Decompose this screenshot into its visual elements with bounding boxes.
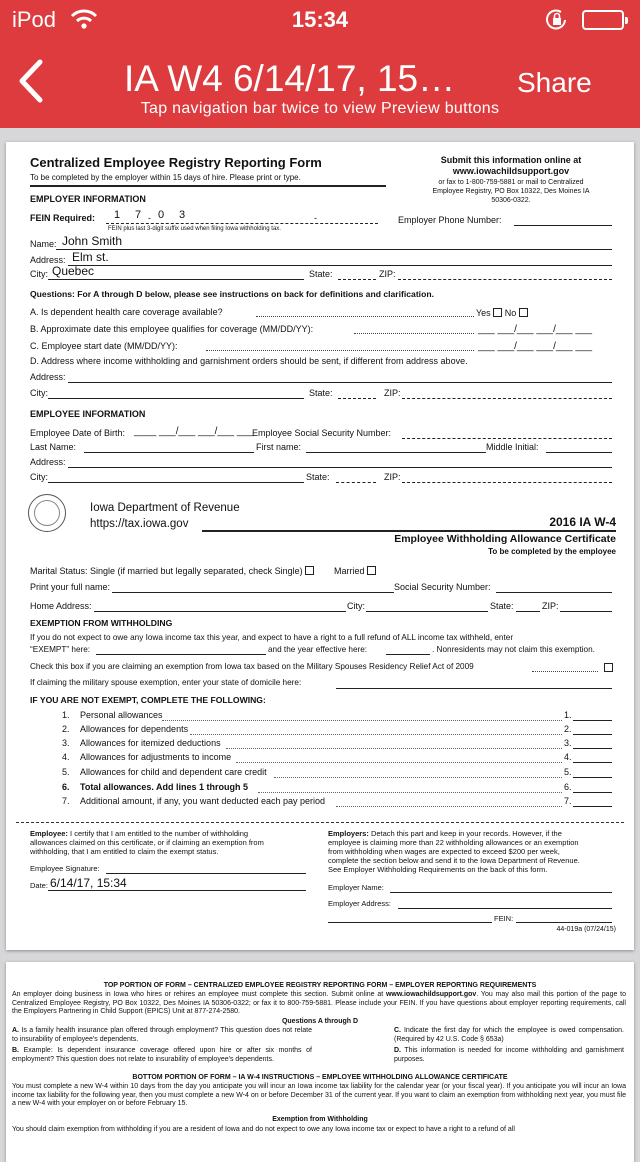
allowance-line-4-text: Allowances for adjustments to income	[80, 752, 232, 762]
allowance-line-5-number: 5.	[62, 767, 70, 777]
back-heading-1: TOP PORTION OF FORM – CENTRALIZED EMPLOYEE REGISTRY REPORTING FORM – EMPLOYER REPORTING REQUIREMENTS	[103, 982, 537, 989]
military-exemption-label: Check this box if you are claiming an exemption from Iowa tax based on the Military Spouses Residency Relief Act of 2009	[30, 662, 474, 671]
back-question-d: D. This information is needed for income withholding and garnishment purposes.	[394, 1047, 624, 1063]
leader-line-7	[336, 806, 562, 807]
name-value[interactable]: John Smith	[62, 234, 123, 248]
phone-label: Employer Phone Number:	[398, 215, 502, 225]
employer-note-2: employee is claiming more than 22 withholding allowances or an exemption	[328, 838, 579, 847]
submit-line-2: Employee Registry, PO Box 10322, Des Moines IA	[432, 188, 590, 195]
year-effective-label: and the year effective here:	[268, 645, 368, 654]
back-heading-3: BOTTOM PORTION OF FORM – IA W-4 INSTRUCTIONS – EMPLOYEE WITHHOLDING ALLOWANCE CERTIFICATE	[132, 1074, 508, 1081]
submit-line-1: or fax to 1-800-759-5881 or mail to Centralized	[438, 179, 584, 186]
w4-zip-field[interactable]	[560, 611, 612, 612]
allowance-line-1-text: Personal allowances	[80, 710, 163, 720]
ssn-label: Employee Social Security Number:	[252, 428, 392, 438]
registry-subtitle: To be completed by the employer within 15 days of hire. Please print or type.	[30, 173, 301, 182]
w4-ssn-label: Social Security Number:	[394, 582, 491, 592]
question-d: D. Address where income withholding and garnishment orders should be sent, if different from address above.	[30, 356, 468, 366]
first-name-label: First name:	[256, 442, 302, 452]
w4-state-label: State:	[490, 601, 514, 611]
allowance-line-7-field[interactable]	[573, 806, 612, 807]
title-rule	[30, 185, 386, 187]
state-label: State:	[309, 269, 333, 279]
zip-field[interactable]	[398, 279, 612, 280]
allowance-line-7-number: 7.	[62, 796, 70, 806]
battery-icon	[582, 10, 624, 30]
domicile-field[interactable]	[336, 688, 612, 689]
home-address-label: Home Address:	[30, 601, 92, 611]
name-label: Name:	[30, 239, 57, 249]
signature-field[interactable]	[106, 873, 306, 874]
leader-a	[256, 316, 474, 317]
employee-address-field[interactable]	[68, 467, 612, 468]
back-question-a: A. Is a family health insurance plan offered through employment? This question does not relate to insurability of employee's dependents.	[12, 1027, 312, 1043]
alt-address-label: Address:	[30, 372, 66, 382]
exemption-line-1: If you do not expect to owe any Iowa income tax this year, and expect to have a right to a full refund of ALL income tax withheld, enter	[30, 633, 514, 642]
allowance-line-2-ref: 2.	[564, 724, 572, 734]
start-date-field[interactable]: ___ ___/___ ___/___ ___	[478, 341, 592, 352]
employee-city-label: City:	[30, 472, 48, 482]
w4-title-rule	[202, 530, 616, 532]
registry-title: Centralized Employee Registry Reporting Form	[30, 155, 322, 170]
exempt-field[interactable]	[96, 654, 266, 655]
back-heading-2: Questions A through D	[281, 1018, 359, 1025]
allowance-line-2-number: 2.	[62, 724, 70, 734]
employer-note-1	[328, 830, 562, 838]
allowance-line-5-ref: 5.	[564, 767, 572, 777]
back-question-d-text: This information is needed for income withholding and garnishment purposes.	[394, 1047, 624, 1063]
dob-field[interactable]: ____ ___/___ ___/___ ___	[134, 426, 254, 437]
yes-label: Yes	[476, 308, 491, 318]
leader-c	[206, 350, 474, 351]
allowance-line-4-field[interactable]	[573, 762, 612, 763]
back-question-c: C. Indicate the first day for which the employee is owed compensation. (Required by 42 U.S. Code § 653a)	[394, 1027, 624, 1043]
year-effective-field[interactable]	[386, 654, 430, 655]
status-bar	[0, 0, 640, 40]
not-exempt-heading: IF YOU ARE NOT EXEMPT, COMPLETE THE FOLLOWING:	[30, 695, 266, 705]
employer-note-bold: Employers:	[328, 829, 369, 838]
full-name-field[interactable]	[112, 592, 394, 593]
back-question-c-text: Indicate the first day for which the employee is owed compensation. (Required by 42 U.S. Code § 653a)	[394, 1027, 624, 1043]
back-question-a-text: Is a family health insurance plan offered through employment? This question does not relate to insurability of employee's dependents.	[12, 1027, 312, 1043]
city-value[interactable]: Quebec	[52, 264, 95, 278]
employee-cert-2: allowances claimed on this certificate, or if claiming an exemption from	[30, 838, 264, 847]
leader-line-2	[190, 734, 562, 735]
back-paragraph-1a: An employer doing business in Iowa who hires or rehires an employee must complete this section. Submit online at	[12, 991, 386, 998]
name-field[interactable]	[56, 249, 612, 250]
dob-label: Employee Date of Birth:	[30, 428, 126, 438]
submit-line-3: 50306-0322.	[491, 197, 531, 204]
employer-name-label: Employer Name:	[328, 883, 384, 892]
city-label: City:	[30, 269, 48, 279]
nonresident-note: . Nonresidents may not claim this exemption.	[432, 645, 595, 654]
address-label: Address:	[30, 255, 66, 265]
fein-dash-1: -	[148, 213, 151, 223]
employer-fein-field[interactable]	[516, 922, 612, 923]
single-checkbox[interactable]	[305, 566, 314, 575]
allowance-line-6-number: 6.	[62, 782, 70, 792]
w4-state-field[interactable]	[516, 611, 540, 612]
allowance-line-2-text: Allowances for dependents	[80, 724, 189, 734]
date-label: Date:	[30, 881, 48, 890]
w4-zip-label: ZIP:	[542, 601, 559, 611]
alt-city-label: City:	[30, 388, 48, 398]
leader-line-6	[258, 792, 562, 793]
employer-note-5: See Employer Withholding Requirements on the back of this form.	[328, 865, 548, 874]
allowance-line-5-text: Allowances for child and dependent care credit	[80, 767, 267, 777]
domicile-label: If claiming the military spouse exemption, enter your state of domicile here:	[30, 678, 302, 687]
employer-info-heading: EMPLOYER INFORMATION	[30, 194, 146, 204]
allowance-line-2-field[interactable]	[573, 734, 612, 735]
employer-fein-label: FEIN:	[494, 914, 514, 923]
leader-line-3	[226, 748, 562, 749]
allowance-line-7-ref: 7.	[564, 796, 572, 806]
back-paragraph-4: You should claim exemption from withholding if you are a resident of Iowa and do not expect to owe any Iowa income tax or expect to have a right to a refund of all	[12, 1126, 515, 1133]
allowance-line-1-ref: 1.	[564, 710, 572, 720]
alt-address-field[interactable]	[68, 382, 612, 383]
city-field[interactable]	[48, 279, 304, 280]
question-c: C. Employee start date (MM/DD/YY):	[30, 341, 178, 351]
back-paragraph-3: You must complete a new W-4 within 10 days from the day you anticipate you will incur an Iowa income tax liability for the calendar year (or your fiscal year). If you anticipate you will incur an Iowa income tax liability for the following year, then you must complete a new W-4 on or before December 31 of the current year. If you want to claim an exemption from withholding next year, you must file a new W-4 with your employer on or before February 15.	[12, 1083, 626, 1108]
employer-note-3: from withholding when wages are expected to exceed $200 per week,	[328, 847, 560, 856]
w4-cert-subtitle: To be completed by the employee	[488, 547, 616, 556]
document-page-1[interactable]	[6, 142, 634, 950]
coverage-date-field[interactable]: ___ ___/___ ___/___ ___	[478, 324, 592, 335]
w4-ssn-field[interactable]	[496, 592, 612, 593]
no-box[interactable]	[519, 308, 528, 317]
allowance-line-6-ref: 6.	[564, 782, 572, 792]
allowance-line-3-number: 3.	[62, 738, 70, 748]
yes-box[interactable]	[493, 308, 502, 317]
w4-city-label: City:	[347, 601, 365, 611]
fein-digit-4[interactable]: 3	[179, 209, 186, 221]
iowa-seal-icon	[28, 494, 66, 532]
leader-b	[354, 333, 474, 334]
question-a: A. Is dependent health care coverage available?	[30, 307, 223, 317]
state-field[interactable]	[338, 279, 376, 280]
w4-form-title: 2016 IA W-4	[549, 515, 616, 529]
employer-name-field[interactable]	[390, 892, 612, 893]
employer-note-4: complete the section below and send it to the Iowa Department of Revenue.	[328, 856, 580, 865]
dept-url: https://tax.iowa.gov	[90, 518, 189, 530]
fein-digit-2[interactable]: 7	[135, 209, 142, 221]
questions-heading: Questions: For A through D below, please see instructions on back for definitions and clarification.	[30, 289, 434, 299]
employer-note-text-1: Detach this part and keep in your records. However, if the	[370, 829, 562, 838]
allowance-line-1-number: 1.	[62, 710, 70, 720]
fein-label: FEIN Required:	[30, 213, 96, 223]
leader-line-4	[236, 762, 562, 763]
employee-zip-field[interactable]	[402, 482, 612, 483]
allowance-line-4-ref: 4.	[564, 752, 572, 762]
dept-name: Iowa Department of Revenue	[90, 502, 240, 514]
question-b: B. Approximate date this employee qualifies for coverage (MM/DD/YY):	[30, 324, 314, 334]
detach-line	[16, 822, 624, 823]
alt-state-field[interactable]	[338, 398, 376, 399]
employee-state-field[interactable]	[336, 482, 376, 483]
date-field[interactable]	[48, 890, 306, 891]
alt-city-field[interactable]	[48, 398, 304, 399]
allowance-line-1-field[interactable]	[573, 720, 612, 721]
clock: 15:34	[291, 7, 349, 32]
allowance-line-6-text: Total allowances. Add lines 1 through 5	[80, 782, 249, 792]
carrier-label: iPod	[12, 7, 57, 32]
first-name-field[interactable]	[306, 452, 486, 453]
full-name-label: Print your full name:	[30, 582, 111, 592]
no-label: No	[504, 308, 517, 318]
fein-field[interactable]	[106, 223, 378, 224]
share-button[interactable]: Share	[517, 67, 592, 98]
marital-label: Marital Status: Single (if married but legally separated, check Single)	[30, 566, 303, 576]
employee-cert-text-1: I certify that I am entitled to the number of withholding	[70, 829, 249, 838]
back-paragraph-1	[12, 991, 626, 1017]
back-paragraph-1b: . You may also mail this portion of the page to Centralized Employee Registry, PO Box 10322, Des Moines IA 50306-0322; or fax it to 800-759-5881. Please include your FEIN. If you have questions about employer reporting requirements, call the Employers Partnering in Child Support (EPICS) Unit at 877-274-2580.	[12, 991, 626, 1016]
married-label: Married	[334, 566, 365, 576]
exempt-label: “EXEMPT” here:	[30, 645, 91, 654]
employee-cert-3: withholding, that I am entitled to claim the exempt status.	[30, 847, 219, 856]
back-heading-4: Exemption from Withholding	[272, 1116, 368, 1123]
rotation-lock-icon	[545, 9, 569, 36]
address-value[interactable]: Elm st.	[72, 250, 109, 264]
marital-status-single[interactable]	[30, 566, 314, 576]
fein-dash-2: -	[314, 213, 317, 223]
back-question-b: B. Example: Is dependent insurance coverage offered upon hire or after six months of employment? This question does not relate to insurability of employee's dependents.	[12, 1047, 312, 1063]
leader-line-1	[162, 720, 562, 721]
w4-cert-title: Employee Withholding Allowance Certificate	[394, 533, 616, 545]
alt-zip-field[interactable]	[402, 398, 612, 399]
signature-label: Employee Signature:	[30, 864, 100, 873]
phone-field[interactable]	[514, 225, 612, 226]
back-question-b-text: Example: Is dependent insurance coverage offered upon hire or after six months of employment? This question does not relate to insurability of employee's dependents.	[12, 1047, 312, 1063]
date-value[interactable]: 6/14/17, 15:34	[50, 876, 127, 890]
alt-zip-label: ZIP:	[384, 388, 401, 398]
submit-title: Submit this information online at	[440, 155, 582, 165]
yes-checkbox[interactable]	[476, 308, 528, 318]
navigation-bar[interactable]	[0, 40, 640, 128]
military-exemption-checkbox[interactable]	[604, 663, 613, 672]
last-name-field[interactable]	[84, 452, 254, 453]
fein-digit-1[interactable]: 1	[114, 209, 121, 221]
employee-state-label: State:	[306, 472, 330, 482]
allowance-line-3-text: Allowances for itemized deductions	[80, 738, 221, 748]
form-number: 44-019a (07/24/15)	[556, 926, 616, 933]
allowance-line-6-field[interactable]	[573, 792, 612, 793]
employee-zip-label: ZIP:	[384, 472, 401, 482]
back-paragraph-1-url: www.iowachildsupport.gov	[385, 991, 477, 998]
employer-address-field[interactable]	[398, 908, 612, 909]
w4-city-field[interactable]	[366, 611, 488, 612]
marital-status-married[interactable]	[334, 566, 376, 576]
leader-line-5	[274, 777, 562, 778]
allowance-line-4-number: 4.	[62, 752, 70, 762]
home-address-field[interactable]	[94, 611, 346, 612]
employee-ssn-field[interactable]	[402, 438, 612, 439]
allowance-line-7-text: Additional amount, if any, you want deducted each pay period	[80, 796, 325, 806]
leader-military	[532, 671, 598, 672]
employee-address-label: Address:	[30, 457, 66, 467]
alt-state-label: State:	[309, 388, 333, 398]
married-checkbox[interactable]	[367, 566, 376, 575]
employee-info-heading: EMPLOYEE INFORMATION	[30, 409, 146, 419]
employee-cert-1	[30, 830, 248, 838]
submit-url: www.iowachildsupport.gov	[452, 166, 570, 176]
employer-address-label: Employer Address:	[328, 899, 391, 908]
allowance-line-3-ref: 3.	[564, 738, 572, 748]
allowance-line-5-field[interactable]	[573, 777, 612, 778]
fein-digit-3[interactable]: 0	[158, 209, 165, 221]
address-field[interactable]	[68, 265, 612, 266]
nav-hint: Tap navigation bar twice to view Preview buttons	[140, 100, 500, 117]
middle-initial-label: Middle Initial:	[486, 442, 539, 452]
employee-cert-bold: Employee:	[30, 829, 68, 838]
document-title: IA W4 6/14/17, 15…	[124, 58, 456, 99]
middle-initial-field[interactable]	[546, 452, 612, 453]
document-page-2[interactable]	[6, 962, 634, 1162]
last-name-label: Last Name:	[30, 442, 77, 452]
exemption-heading: EXEMPTION FROM WITHHOLDING	[30, 618, 173, 628]
allowance-line-3-field[interactable]	[573, 748, 612, 749]
zip-label: ZIP:	[379, 269, 396, 279]
employee-city-field[interactable]	[48, 482, 304, 483]
employer-extra-field[interactable]	[328, 922, 492, 923]
fein-note: FEIN plus last 3-digit suffix used when filing Iowa withholding tax.	[108, 226, 281, 232]
